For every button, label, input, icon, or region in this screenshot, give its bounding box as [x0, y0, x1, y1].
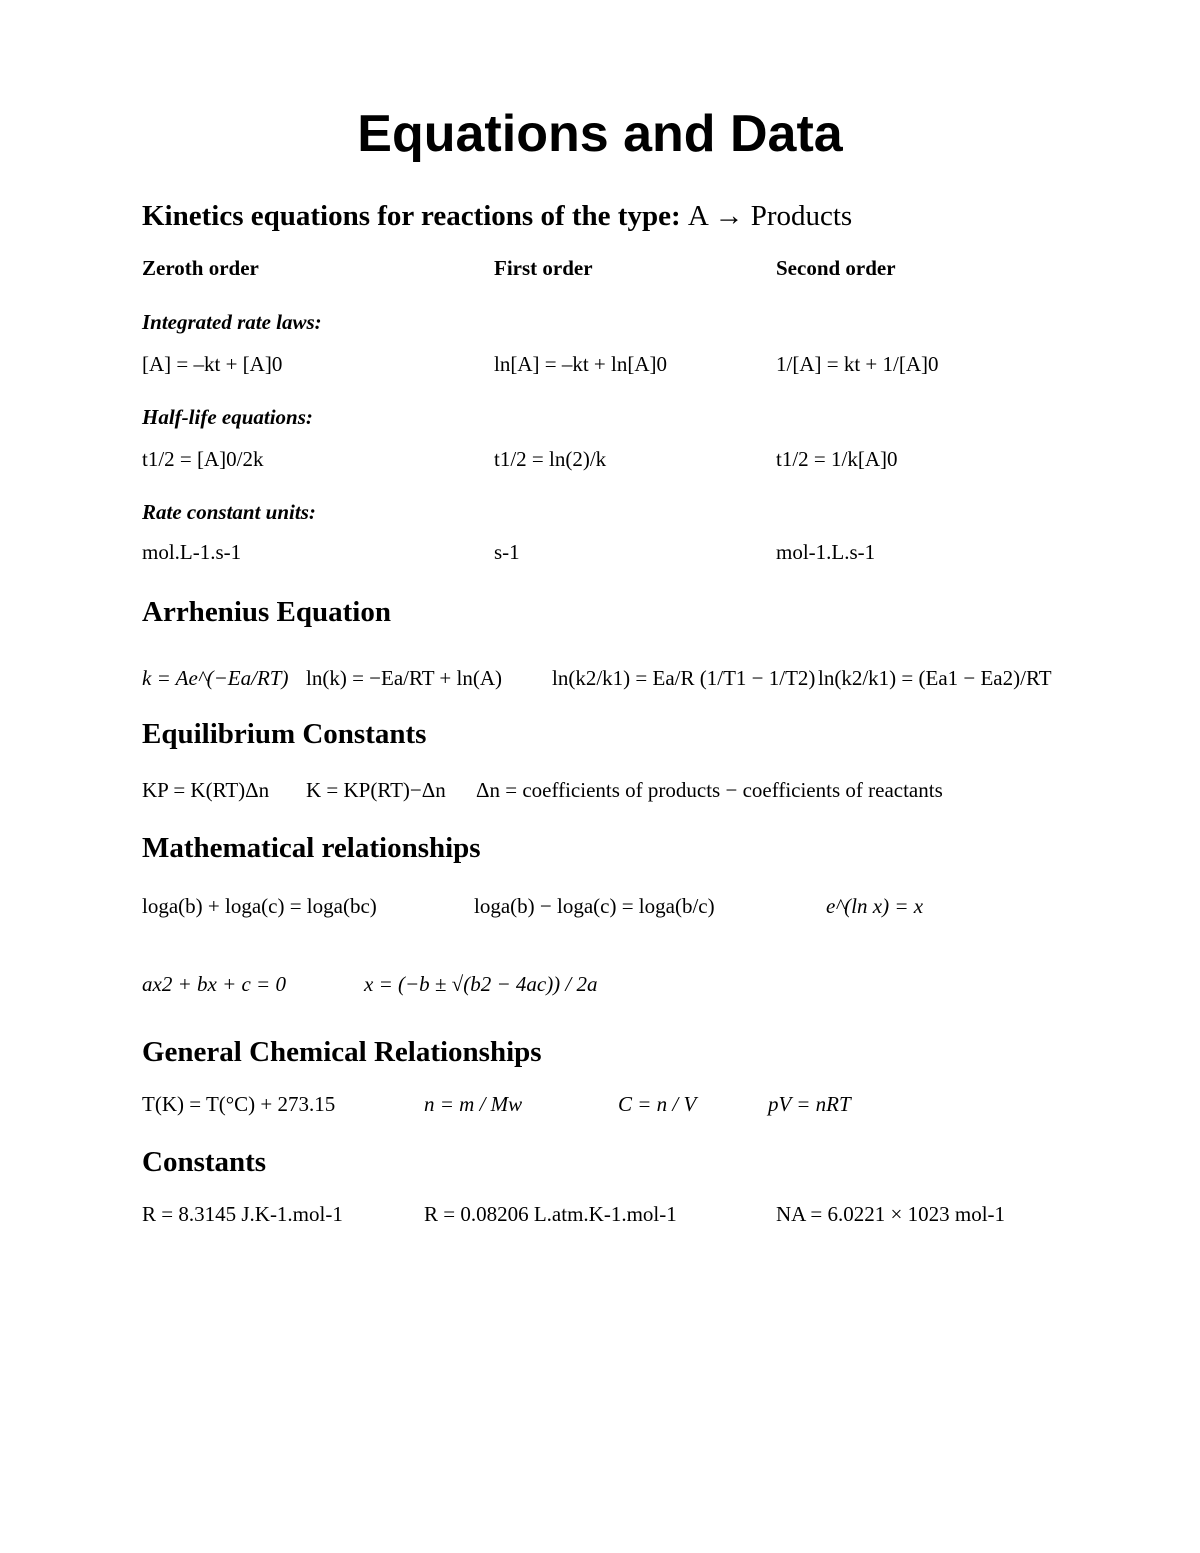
equilibrium-eq1: KP = K(RT)Δn [142, 778, 270, 802]
general-eq1: T(K) = T(°C) + 273.15 [142, 1092, 336, 1116]
arrhenius-eq1: k = Ae^(−Ea/RT) [142, 666, 289, 690]
math-eq1: loga(b) + loga(c) = loga(bc) [142, 894, 377, 918]
units-zeroth: mol.L-1.s-1 [142, 540, 242, 564]
rate-constant-units-label: Rate constant units: [142, 500, 316, 524]
constant-avogadro: NA = 6.0221 × 1023 mol-1 [776, 1202, 1006, 1226]
equilibrium-eq3: Δn = coefficients of products − coefficients of reactants [476, 778, 943, 802]
units-second: mol-1.L.s-1 [776, 540, 876, 564]
constants-heading: Constants [142, 1146, 267, 1178]
math-eq2: loga(b) − loga(c) = loga(b/c) [474, 894, 715, 918]
kinetics-heading [142, 200, 852, 233]
math-eq4: ax2 + bx + c = 0 [142, 972, 286, 996]
arrhenius-eq2: ln(k) = −Ea/RT + ln(A) [306, 666, 503, 690]
integrated-first: ln[A] = –kt + ln[A]0 [494, 352, 667, 376]
general-eq4: pV = nRT [768, 1092, 851, 1116]
integrated-rate-laws-label: Integrated rate laws: [142, 310, 322, 334]
arrhenius-heading: Arrhenius Equation [142, 596, 391, 628]
half-life-label: Half-life equations: [142, 405, 313, 429]
units-first: s-1 [494, 540, 520, 564]
column-second-order: Second order [776, 256, 896, 280]
math-eq5: x = (−b ± √(b2 − 4ac)) / 2a [364, 972, 598, 996]
integrated-zeroth: [A] = –kt + [A]0 [142, 352, 283, 376]
half-life-first: t1/2 = ln(2)/k [494, 447, 607, 471]
general-eq3: C = n / V [618, 1092, 697, 1116]
equilibrium-eq2: K = KP(RT)−Δn [306, 778, 446, 802]
math-heading: Mathematical relationships [142, 832, 481, 864]
general-heading: General Chemical Relationships [142, 1036, 542, 1068]
constant-r-atm: R = 0.08206 L.atm.K-1.mol-1 [424, 1202, 677, 1226]
half-life-zeroth: t1/2 = [A]0/2k [142, 447, 264, 471]
integrated-second: 1/[A] = kt + 1/[A]0 [776, 352, 939, 376]
kinetics-heading-bold: Kinetics equations for reactions of the type: [142, 200, 681, 232]
page-title: Equations and Data [357, 105, 843, 163]
constant-r-si: R = 8.3145 J.K-1.mol-1 [142, 1202, 343, 1226]
kinetics-heading-reaction: A → Products [687, 200, 853, 232]
equilibrium-heading: Equilibrium Constants [142, 718, 427, 750]
column-first-order: First order [494, 256, 593, 280]
math-eq3: e^(ln x) = x [826, 894, 924, 918]
column-zeroth-order: Zeroth order [142, 256, 259, 280]
half-life-second: t1/2 = 1/k[A]0 [776, 447, 898, 471]
general-eq2: n = m / Mw [424, 1092, 523, 1116]
arrhenius-eq4: ln(k2/k1) = (Ea1 − Ea2)/RT [818, 666, 1052, 690]
arrhenius-eq3: ln(k2/k1) = Ea/R (1/T1 − 1/T2) [552, 666, 816, 690]
